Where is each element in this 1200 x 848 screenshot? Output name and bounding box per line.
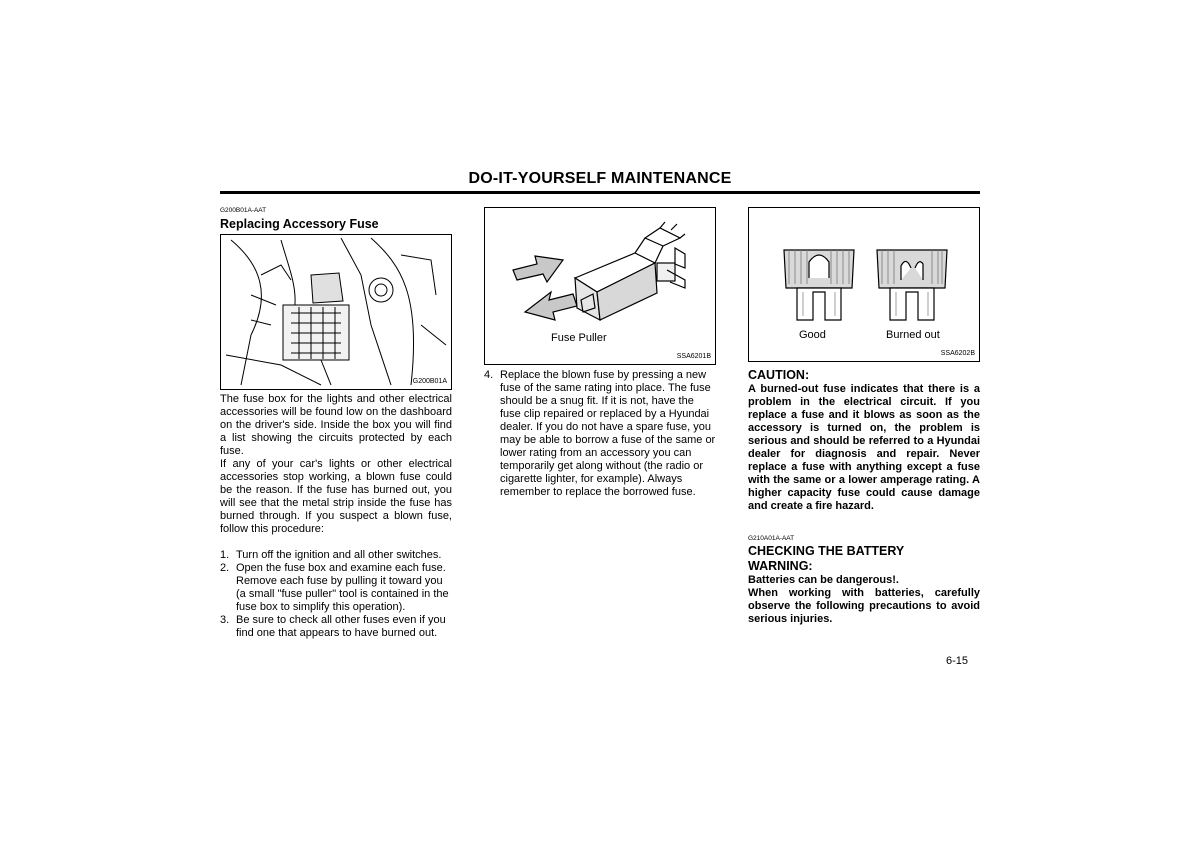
burned-fuse (877, 250, 947, 320)
warning-title: WARNING: (748, 559, 813, 573)
left-column (220, 207, 452, 640)
fuse-box-illustration (221, 235, 451, 389)
page-title: DO-IT-YOURSELF MAINTENANCE (468, 170, 732, 187)
caution-title: CAUTION: (748, 368, 810, 382)
battery-section-code: G210A01A-AAT (748, 535, 795, 542)
warning-line: Batteries can be dangerous!. (748, 574, 899, 586)
fuse-box-figure (220, 234, 452, 390)
header-rule (220, 191, 980, 194)
fuse-puller-caption: Fuse Puller (551, 332, 607, 344)
list-item: 1. Turn off the ignition and all other switches. (220, 549, 442, 561)
section-title: Replacing Accessory Fuse (220, 217, 379, 231)
warning-text: When working with batteries, carefully observe the following precautions to avoid serious injuries. (748, 587, 980, 625)
list-item: 4. Replace the blown fuse by pressing a new fuse of the same rating into place. The fuse should be a snug fit. If it is not, have the fuse clip repaired or replaced by a Hyundai dealer. If you do not have a spare fuse, you may be able to borrow a fuse of the same or lower rating from an accessory you can temporarily get along without (the radio or cigarette lighter, for example). Always remember to replace the borrowed fuse. (484, 369, 716, 498)
figure-code: SSA6201B (676, 353, 711, 360)
burned-fuse-label: Burned out (886, 329, 940, 341)
figure-code: SSA6202B (940, 350, 975, 357)
fuse-comparison-illustration (749, 208, 979, 361)
middle-column (484, 207, 716, 499)
list-item: 3. Be sure to check all other fuses even if you find one that appears to have burned out. (220, 614, 446, 639)
section-code: G200B01A-AAT (220, 207, 267, 214)
page-number: 6-15 (946, 655, 969, 667)
right-column (748, 207, 980, 626)
fuse-puller-figure (484, 207, 716, 365)
good-fuse (784, 250, 854, 320)
fuse-comparison-figure (748, 207, 980, 362)
paragraph-fuse-box: The fuse box for the lights and other electrical accessories will be found low on the dashboard on the driver's side. Inside the box you will find a list showing the circuits protected by each fuse. (220, 393, 452, 457)
caution-text: A burned-out fuse indicates that there is a problem in the electrical circuit. If you replace a fuse and it blows as soon as the accessory is turned on, the problem is serious and should be referred to a Hyundai dealer for diagnosis and repair. Never replace a fuse with anything except a fuse with the same or a lower amperage rating. A higher capacity fuse could cause damage and create a fire hazard. (748, 383, 980, 512)
paragraph-blown-fuse: If any of your car's lights or other electrical accessories stop working, a blown fuse could be the reason. If the fuse has burned out, you will see that the metal strip inside the fuse has burned through. If you suspect a blown fuse, follow this procedure: (220, 458, 452, 535)
list-item: 2. Open the fuse box and examine each fuse. Remove each fuse by pulling it toward you (a small "fuse puller" tool is contained in the fuse box to simplify this operation). (220, 562, 449, 613)
good-fuse-label: Good (799, 329, 826, 341)
procedure-steps (220, 549, 452, 640)
procedure-step-4 (484, 369, 716, 499)
battery-section-title: CHECKING THE BATTERY (748, 544, 905, 558)
figure-code: G200B01A (412, 378, 447, 385)
